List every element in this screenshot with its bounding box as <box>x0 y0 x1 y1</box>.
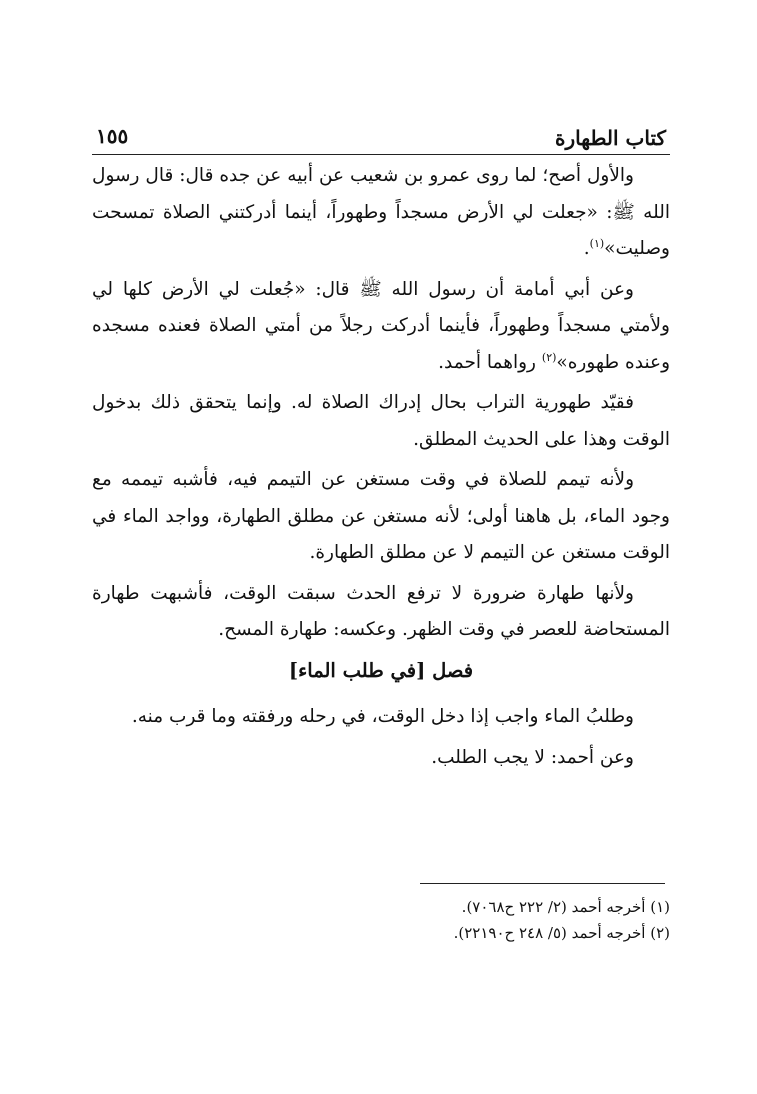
footnote-ref-1: (١) <box>589 236 605 250</box>
paragraph-2-text: وعن أبي أمامة أن رسول الله ﷺ قال: «جُعلت لي الأرض كلها لي ولأمتي مسجداً وطهوراً، فأينما أدركت رجلاً من أمتي الصلاة فعنده مسجده وعنده طهوره» <box>92 278 670 373</box>
footnote-2: (٢) أخرجه أحمد (٥/ ٢٤٨ ح٢٢١٩٠). <box>453 924 670 942</box>
section-heading: فصل [في طلب الماء] <box>288 658 474 682</box>
main-text <box>92 158 670 780</box>
footnote-divider <box>420 883 665 884</box>
paragraph-2-end: رواهما أحمد. <box>438 351 542 373</box>
paragraph-2 <box>92 272 670 382</box>
paragraph-1 <box>92 158 670 268</box>
paragraph-3: فقيّد طهورية التراب بحال إدراك الصلاة له. وإنما يتحقق ذلك بدخول الوقت وهذا على الحديث المطلق. <box>92 392 670 450</box>
paragraph-4: ولأنه تيمم للصلاة في وقت مستغن عن التيمم فيه، فأشبه تيممه مع وجود الماء، بل هاهنا أولى؛ لأنه مستغن عن مطلق الطهارة، وواجد الماء في الوقت مستغن عن التيمم لا عن مطلق الطهارة. <box>92 469 670 563</box>
page-number: ١٥٥ <box>96 124 129 148</box>
section-paragraph-1: وطلبُ الماء واجب إذا دخل الوقت، في رحله ورفقته وما قرب منه. <box>131 706 634 727</box>
page-header <box>92 122 670 155</box>
footnote-ref-2: (٢) <box>541 350 557 364</box>
paragraph-1-end: . <box>583 238 590 259</box>
running-title: كتاب الطهارة <box>555 126 666 150</box>
paragraph-1-text: والأول أصح؛ لما روى عمرو بن شعيب عن أبيه عن جده قال: قال رسول الله ﷺ: «جعلت لي الأرض مسجداً وطهوراً، أينما أدركتني الصلاة تمسحت وصليت» <box>92 165 670 259</box>
footnote-1: (١) أخرجه أحمد (٢/ ٢٢٢ ح٧٠٦٨). <box>461 898 670 916</box>
footnotes <box>92 894 670 946</box>
paragraph-5: ولأنها طهارة ضرورة لا ترفع الحدث سبقت الوقت، فأشبهت طهارة المستحاضة للعصر في وقت الظهر. وعكسه: طهارة المسح. <box>92 582 670 640</box>
section-paragraph-2: وعن أحمد: لا يجب الطلب. <box>431 746 634 768</box>
